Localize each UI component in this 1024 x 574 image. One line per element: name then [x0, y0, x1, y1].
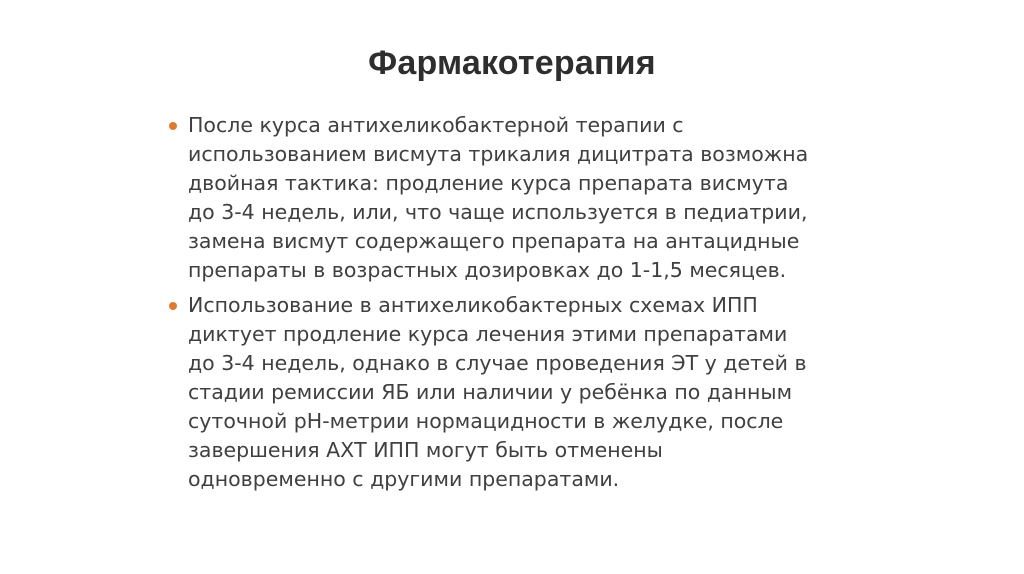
- text-line: до 3-4 недель, однако в случае проведения ЭТ у детей в: [188, 351, 807, 375]
- bullet-list: [166, 111, 866, 500]
- text-line: двойная тактика: продление курса препарата висмута: [188, 171, 789, 195]
- bullet-text-1: [188, 111, 866, 285]
- text-line: использованием висмута трикалия дицитрата возможна: [188, 142, 809, 166]
- text-line: суточной рН-метрии нормацидности в желудке, после: [188, 409, 784, 433]
- text-line: диктует продление курса лечения этими препаратами: [188, 322, 788, 346]
- text-line: одновременно с другими препаратами.: [188, 467, 620, 491]
- slide-title: Фармакотерапия: [368, 44, 656, 82]
- text-line: После курса антихеликобактерной терапии с: [188, 113, 684, 137]
- bullet-item-2: [166, 291, 866, 494]
- text-line: препараты в возрастных дозировках до 1-1,5 месяцев.: [188, 258, 787, 282]
- text-line: замена висмут содержащего препарата на антацидные: [188, 229, 800, 253]
- bullet-item-1: [166, 111, 866, 285]
- bullet-dot-icon: [169, 302, 177, 310]
- text-line: стадии ремиссии ЯБ или наличии у ребёнка по данным: [188, 380, 793, 404]
- text-line: завершения АХТ ИПП могут быть отменены: [188, 438, 663, 462]
- text-line: Использование в антихеликобактерных схемах ИПП: [188, 293, 758, 317]
- bullet-dot-icon: [169, 122, 177, 130]
- bullet-text-2: [188, 291, 866, 494]
- text-line: до 3-4 недель, или, что чаще используется в педиатрии,: [188, 200, 808, 224]
